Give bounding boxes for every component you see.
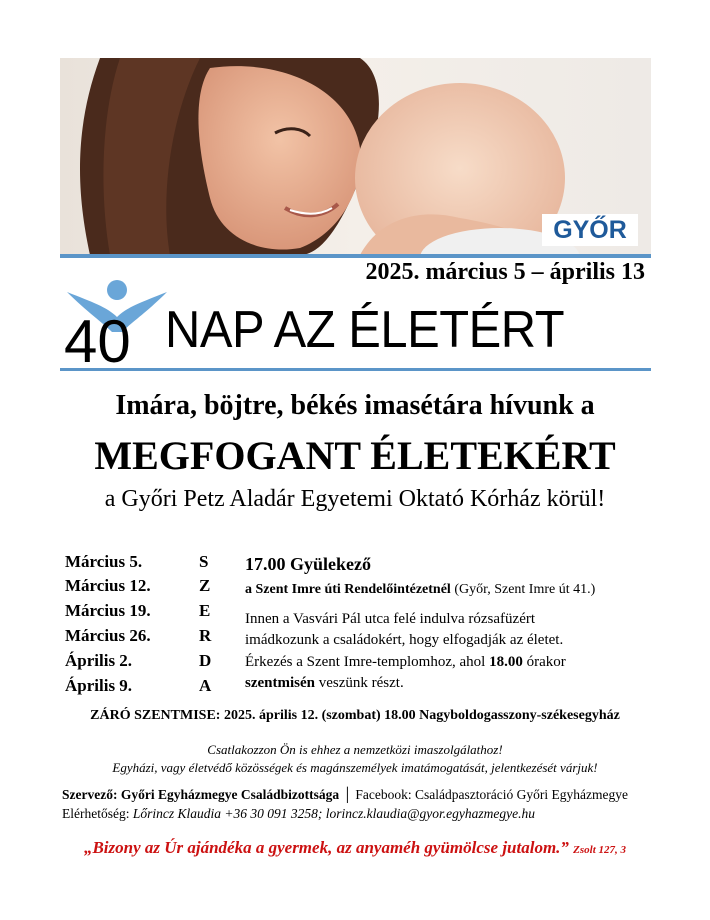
schedule-letter: A (199, 676, 212, 695)
facebook-label: Facebook: Családpasztoráció Győri Egyházmegye (355, 787, 628, 802)
campaign-title: NAP AZ ÉLETÉRT (165, 301, 565, 359)
route-desc: szentmisén veszünk részt. (245, 675, 404, 691)
gathering-place (245, 582, 595, 598)
schedule-date: Március 5. (65, 552, 143, 571)
schedule-letter: Z (199, 576, 211, 595)
campaign-dates: 2025. március 5 – április 13 (365, 259, 645, 285)
schedule-date: Március 26. (65, 626, 151, 645)
quote-text: „Bizony az Úr ajándéka a gyermek, az anyaméh gyümölcse jutalom.” (83, 838, 569, 857)
divider (60, 368, 651, 371)
route-desc: Innen a Vasvári Pál utca felé indulva rózsafüzért (245, 611, 536, 627)
separator: │ (342, 787, 353, 802)
place-name: a Szent Imre úti Rendelőintézetnél (245, 582, 451, 597)
schedule-letter: R (199, 626, 212, 645)
invite-line: Egyházi, vagy életvédő közösségek és magánszemélyek imatámogatását, jelentkezését várjuk! (112, 760, 598, 775)
organizer-line (62, 787, 628, 803)
schedule-letter: D (199, 651, 212, 670)
gathering-time: 17.00 Gyülekező (245, 554, 371, 574)
logo-number: 40 (64, 308, 131, 366)
closing-mass: ZÁRÓ SZENTMISE: 2025. április 12. (szombat) 18.00 Nagyboldogasszony-székesegyház (90, 708, 620, 723)
city-label: GYŐR (542, 214, 638, 246)
divider (60, 254, 651, 258)
bible-quote (0, 838, 710, 858)
schedule-letter: E (199, 601, 211, 620)
schedule-date: Március 12. (65, 576, 151, 595)
schedule-letter: S (199, 552, 209, 571)
place-address: (Győr, Szent Imre út 41.) (450, 582, 596, 597)
quote-reference: Zsolt 127, 3 (573, 844, 627, 856)
organizer-label: Szervező: Győri Egyházmegye Családbizottsága (62, 787, 340, 802)
schedule-date: Április 2. (65, 651, 133, 670)
headline-main: MEGFOGANT ÉLETEKÉRT (94, 433, 616, 478)
schedule-date: Április 9. (65, 676, 133, 695)
schedule-date: Március 19. (65, 601, 151, 620)
route-desc: imádkozunk a családokért, hogy elfogadják az életet. (245, 632, 564, 648)
invite-line: Csatlakozzon Ön is ehhez a nemzetközi imaszolgálathoz! (207, 742, 503, 757)
contact-line: Elérhetőség: Lőrincz Klaudia +36 30 091 3258; lorincz.klaudia@gyor.egyhazmegye.hu (62, 806, 535, 821)
headline-line3: a Győri Petz Aladár Egyetemi Oktató Kórház körül! (104, 486, 606, 512)
forty-days-logo (62, 262, 172, 366)
headline-line1: Imára, böjtre, békés imasétára hívunk a (115, 390, 595, 421)
contact-info: Lőrincz Klaudia +36 30 091 3258; lorincz.klaudia@gyor.egyhazmegye.hu (132, 806, 535, 821)
route-desc: Érkezés a Szent Imre-templomhoz, ahol 18.00 órakor (245, 654, 566, 670)
